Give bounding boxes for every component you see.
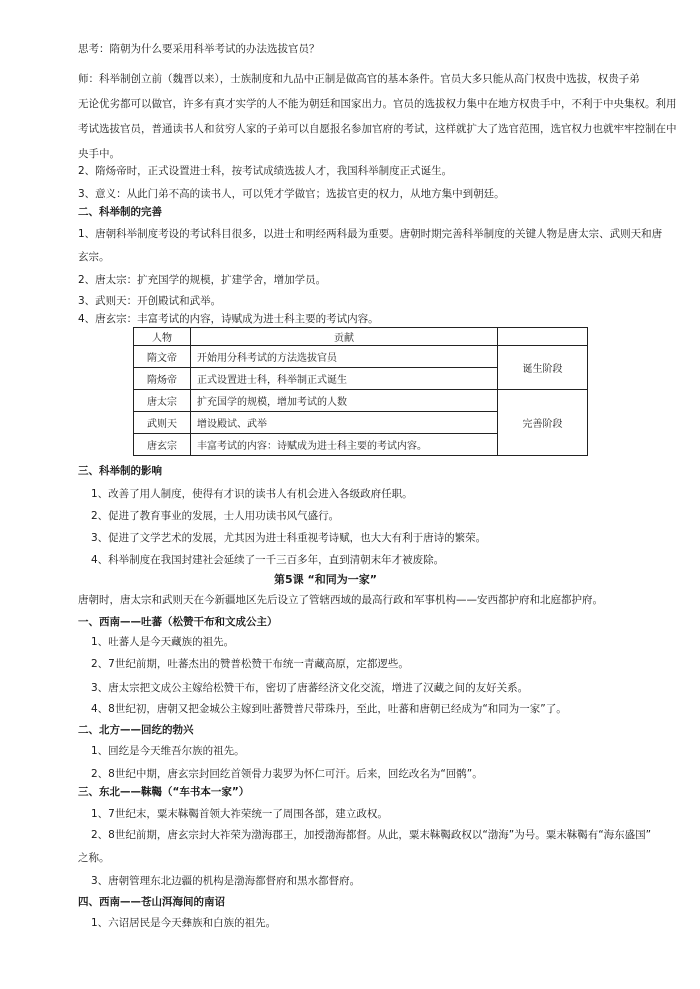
section-heading-huihe: 二、北方——回纥的勃兴 [78, 724, 194, 736]
table-cell-person: 唐玄宗 [134, 434, 191, 456]
list-item: 3、武则天：开创殿试和武举。 [78, 295, 222, 307]
section-heading-mohe: 三、东北——靺鞨（“车书本一家”） [78, 786, 250, 798]
paragraph-line: 之称。 [78, 852, 110, 864]
think-question: 思考：隋朝为什么要采用科举考试的办法选拔官员？ [78, 43, 320, 55]
paragraph-line: 唐朝时，唐太宗和武则天在今新疆地区先后设立了管辖西域的最高行政和军事机构——安西都护府和北庭都护府。 [78, 594, 603, 606]
table-cell-person: 唐太宗 [134, 390, 191, 412]
list-item: 3、意义：从此门弟不高的读书人，可以凭才学做官；选拔官吏的权力，从地方集中到朝廷。 [78, 188, 505, 200]
table-cell-stage: 诞生阶段 [498, 346, 588, 390]
list-item: 1、改善了用人制度，使得有才识的读书人有机会进入各级政府任职。 [91, 488, 413, 500]
list-item: 1、吐蕃人是今天藏族的祖先。 [91, 636, 235, 648]
table-cell-person: 武则天 [134, 412, 191, 434]
section-heading-tubo: 一、西南——吐蕃（松赞干布和文成公主） [78, 616, 278, 628]
table-cell-contribution: 丰富考试的内容：诗赋成为进士科主要的考试内容。 [191, 434, 498, 456]
table-header-row [134, 328, 588, 346]
list-item: 玄宗。 [78, 251, 110, 263]
list-item: 2、促进了教育事业的发展，士人用功读书风气盛行。 [91, 510, 340, 522]
list-item: 2、8世纪中期，唐玄宗封回纥首领骨力裴罗为怀仁可汗。后来，回纥改名为“回鹘”。 [91, 768, 483, 780]
keju-table [133, 327, 588, 456]
section-heading-influence: 三、科举制的影响 [78, 465, 162, 477]
table-row [134, 390, 588, 412]
table-cell-contribution: 扩充国学的规模，增加考试的人数 [191, 390, 498, 412]
table-cell-contribution: 正式设置进士科，科举制正式诞生 [191, 368, 498, 390]
table-row [134, 346, 588, 368]
section-heading-perfection: 二、科举制的完善 [78, 206, 162, 218]
list-item: 4、科举制度在我国封建社会延续了一千三百多年，直到清朝末年才被废除。 [91, 554, 445, 566]
list-item: 3、唐太宗把文成公主嫁给松赞干布，密切了唐蕃经济文化交流，增进了汉藏之间的友好关系。 [91, 682, 529, 694]
list-item: 1、7世纪末，粟末靺鞨首领大祚荣统一了周围各部，建立政权。 [91, 808, 388, 820]
paragraph-line: 无论优劣都可以做官，许多有真才实学的人不能为朝廷和国家出力。官员的选拔权力集中在地方权贵手中，不利于中央集权。利用 [78, 98, 677, 110]
paragraph-line: 央手中。 [78, 148, 120, 160]
table-header-stage [498, 328, 588, 346]
list-item: 1、唐朝科举制度考设的考试科目很多，以进士和明经两科最为重要。唐朝时期完善科举制度的关键人物是唐太宗、武则天和唐 [78, 228, 663, 240]
table-cell-contribution: 开始用分科考试的方法选拔官员 [191, 346, 498, 368]
teacher-answer-line: 师：科举制创立前（魏晋以来），士族制度和九品中正制是做高官的基本条件。官员大多只能从高门权贵中选拔，权贵子弟 [78, 73, 640, 85]
paragraph-line: 考试选拔官员，普通读书人和贫穷人家的子弟可以自愿报名参加官府的考试，这样就扩大了选官范围，选官权力也就牢牢控制在中 [78, 123, 677, 135]
list-item: 4、唐玄宗：丰富考试的内容，诗赋成为进士科主要的考试内容。 [78, 313, 379, 325]
table-cell-person: 隋炀帝 [134, 368, 191, 390]
table-cell-person: 隋文帝 [134, 346, 191, 368]
lesson-title: 第5课 “和同为一家” [274, 573, 377, 586]
list-item: 4、8世纪初，唐朝又把金城公主嫁到吐蕃赞普尺带珠丹，至此，吐蕃和唐朝已经成为“和同为一家”了。 [91, 703, 567, 715]
list-item: 2、唐太宗：扩充国学的规模，扩建学舍，增加学员。 [78, 274, 327, 286]
table-cell-contribution: 增设殿试、武举 [191, 412, 498, 434]
table-header-contribution: 贡献 [191, 328, 498, 346]
list-item: 3、促进了文学艺术的发展，尤其因为进士科重视考诗赋，也大大有利于唐诗的繁荣。 [91, 532, 487, 544]
list-item: 2、7世纪前期，吐蕃杰出的赞普松赞干布统一青藏高原，定都逻些。 [91, 658, 409, 670]
list-item: 2、隋炀帝时，正式设置进士科，按考试成绩选拔人才，我国科举制度正式诞生。 [78, 165, 453, 177]
section-heading-nanzhao: 四、西南——苍山洱海间的南诏 [78, 896, 225, 908]
table-header-person: 人物 [134, 328, 191, 346]
table-cell-stage: 完善阶段 [498, 390, 588, 456]
list-item: 2、8世纪前期，唐玄宗封大祚荣为渤海郡王，加授渤海都督。从此，粟末靺鞨政权以“渤海”为号。粟末靺鞨有“海东盛国” [91, 829, 652, 841]
list-item: 1、回纥是今天维吾尔族的祖先。 [91, 745, 245, 757]
list-item: 1、六诏居民是今天彝族和白族的祖先。 [91, 917, 277, 929]
list-item: 3、唐朝管理东北边疆的机构是渤海都督府和黑水都督府。 [91, 875, 361, 887]
